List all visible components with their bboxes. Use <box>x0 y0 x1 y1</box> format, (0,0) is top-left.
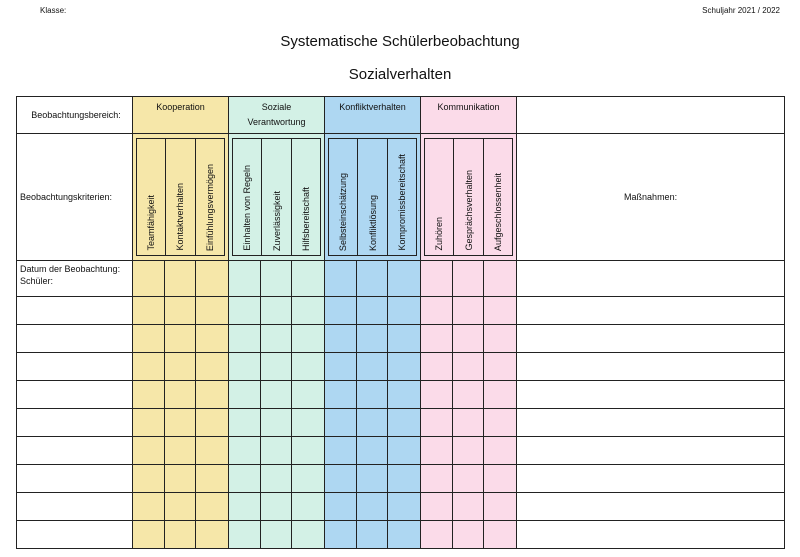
entry-cell[interactable] <box>229 437 261 465</box>
entry-cell[interactable] <box>357 493 388 521</box>
entry-cell[interactable] <box>261 261 292 297</box>
criterion-kontaktverhalten: Kontaktverhalten <box>175 183 186 251</box>
measures-cell[interactable] <box>517 493 785 521</box>
entry-cell[interactable] <box>357 381 388 409</box>
criterion-hilfsbereitschaft: Hilfsbereitschaft <box>300 186 311 251</box>
criterion-selbsteinschaetzung: Selbsteinschätzung <box>338 172 349 251</box>
entry-cell[interactable] <box>357 353 388 381</box>
entry-cell[interactable] <box>325 437 357 465</box>
page-subtitle: Sozialverhalten <box>348 66 452 83</box>
observation-table <box>16 96 785 549</box>
entry-cell[interactable] <box>133 325 165 353</box>
student-row <box>17 325 785 353</box>
student-name-cell[interactable] <box>17 521 133 549</box>
entry-cell[interactable] <box>165 297 196 325</box>
criterion-einfuehlungsvermoegen: Einfühlungsvermögen <box>204 163 215 251</box>
entry-cell[interactable] <box>325 465 357 493</box>
entry-cell[interactable] <box>357 437 388 465</box>
entry-cell[interactable] <box>388 521 421 549</box>
criteria-konfliktverhalten <box>325 134 421 261</box>
entry-cell[interactable] <box>292 493 325 521</box>
entry-cell[interactable] <box>421 353 453 381</box>
group-kooperation: Kooperation <box>133 97 229 134</box>
entry-cell[interactable] <box>292 521 325 549</box>
entry-cell[interactable] <box>453 409 484 437</box>
entry-cell[interactable] <box>357 409 388 437</box>
measures-cell[interactable] <box>517 261 785 297</box>
student-name-cell[interactable] <box>17 493 133 521</box>
entry-cell[interactable] <box>229 261 261 297</box>
student-name-cell[interactable] <box>17 353 133 381</box>
criterion-teamfaehigkeit: Teamfähigkeit <box>146 195 157 251</box>
entry-cell[interactable] <box>357 521 388 549</box>
group-soziale-verantwortung <box>229 97 325 134</box>
criterion-aufgeschlossenheit: Aufgeschlossenheit <box>492 172 503 251</box>
criteria-soziale-verantwortung <box>229 134 325 261</box>
entry-cell[interactable] <box>421 437 453 465</box>
entry-cell[interactable] <box>484 409 517 437</box>
entry-cell[interactable] <box>453 493 484 521</box>
entry-cell[interactable] <box>165 261 196 297</box>
entry-cell[interactable] <box>484 465 517 493</box>
entry-cell[interactable] <box>165 409 196 437</box>
student-row <box>17 493 785 521</box>
entry-cell[interactable] <box>133 381 165 409</box>
criterion-kompromissbereitschaft: Kompromissbereitschaft <box>396 154 407 251</box>
entry-cell[interactable] <box>165 381 196 409</box>
entry-cell[interactable] <box>196 465 229 493</box>
entry-cell[interactable] <box>421 261 453 297</box>
entry-cell[interactable] <box>388 261 421 297</box>
student-row <box>17 297 785 325</box>
student-rows <box>17 297 785 549</box>
entry-cell[interactable] <box>453 521 484 549</box>
student-label: Schüler: <box>20 276 54 286</box>
entry-cell[interactable] <box>421 493 453 521</box>
student-name-cell[interactable] <box>17 409 133 437</box>
entry-cell[interactable] <box>261 325 292 353</box>
entry-cell[interactable] <box>292 409 325 437</box>
entry-cell[interactable] <box>261 465 292 493</box>
entry-cell[interactable] <box>292 297 325 325</box>
page-title: Systematische Schülerbeobachtung <box>280 33 520 50</box>
entry-cell[interactable] <box>325 381 357 409</box>
criterion-einhalten-von-regeln: Einhalten von Regeln <box>242 165 253 251</box>
entry-cell[interactable] <box>325 409 357 437</box>
entry-cell[interactable] <box>388 409 421 437</box>
entry-cell[interactable] <box>133 493 165 521</box>
entry-cell[interactable] <box>357 297 388 325</box>
entry-cell[interactable] <box>421 325 453 353</box>
entry-cell[interactable] <box>196 353 229 381</box>
entry-cell[interactable] <box>421 297 453 325</box>
schuljahr-label: Schuljahr 2021 / 2022 <box>702 6 780 15</box>
entry-cell[interactable] <box>165 465 196 493</box>
entry-cell[interactable] <box>325 325 357 353</box>
entry-cell[interactable] <box>388 297 421 325</box>
entry-cell[interactable] <box>484 381 517 409</box>
measures-header-blank <box>517 97 785 134</box>
entry-cell[interactable] <box>261 437 292 465</box>
entry-cell[interactable] <box>229 381 261 409</box>
student-row <box>17 353 785 381</box>
date-row <box>17 261 785 297</box>
entry-cell[interactable] <box>453 437 484 465</box>
entry-cell[interactable] <box>484 437 517 465</box>
entry-cell[interactable] <box>388 325 421 353</box>
group-konfliktverhalten: Konfliktverhalten <box>325 97 421 134</box>
student-row <box>17 521 785 549</box>
criterion-zuhoeren: Zuhören <box>434 217 445 251</box>
entry-cell[interactable] <box>388 353 421 381</box>
measures-cell[interactable] <box>517 297 785 325</box>
student-name-cell[interactable] <box>17 381 133 409</box>
entry-cell[interactable] <box>388 465 421 493</box>
measures-cell[interactable] <box>517 437 785 465</box>
entry-cell[interactable] <box>133 521 165 549</box>
student-name-cell[interactable] <box>17 437 133 465</box>
entry-cell[interactable] <box>229 493 261 521</box>
student-row <box>17 437 785 465</box>
group-soziale-verantwortung-label: Soziale Verantwortung <box>247 102 306 127</box>
entry-cell[interactable] <box>292 437 325 465</box>
entry-cell[interactable] <box>196 381 229 409</box>
entry-cell[interactable] <box>196 325 229 353</box>
date-label: Datum der Beobachtung: <box>20 264 121 274</box>
group-kommunikation: Kommunikation <box>421 97 517 134</box>
entry-cell[interactable] <box>484 261 517 297</box>
entry-cell[interactable] <box>229 325 261 353</box>
entry-cell[interactable] <box>357 325 388 353</box>
entry-cell[interactable] <box>229 409 261 437</box>
entry-cell[interactable] <box>196 409 229 437</box>
measures-cell[interactable] <box>517 465 785 493</box>
entry-cell[interactable] <box>261 493 292 521</box>
entry-cell[interactable] <box>292 381 325 409</box>
entry-cell[interactable] <box>133 465 165 493</box>
entry-cell[interactable] <box>196 297 229 325</box>
area-row <box>17 97 785 134</box>
entry-cell[interactable] <box>325 521 357 549</box>
entry-cell[interactable] <box>133 353 165 381</box>
entry-cell[interactable] <box>261 409 292 437</box>
entry-cell[interactable] <box>421 381 453 409</box>
entry-cell[interactable] <box>484 353 517 381</box>
student-row <box>17 381 785 409</box>
entry-cell[interactable] <box>292 325 325 353</box>
measures-cell[interactable] <box>517 521 785 549</box>
klasse-label: Klasse: <box>40 6 67 15</box>
entry-cell[interactable] <box>357 465 388 493</box>
entry-cell[interactable] <box>229 297 261 325</box>
entry-cell[interactable] <box>196 493 229 521</box>
criterion-konfliktloesung: Konfliktlösung <box>367 194 378 251</box>
entry-cell[interactable] <box>165 325 196 353</box>
entry-cell[interactable] <box>453 261 484 297</box>
area-label: Beobachtungsbereich: <box>17 97 133 134</box>
entry-cell[interactable] <box>453 465 484 493</box>
criteria-kommunikation <box>421 134 517 261</box>
entry-cell[interactable] <box>388 381 421 409</box>
entry-cell[interactable] <box>133 437 165 465</box>
entry-cell[interactable] <box>165 437 196 465</box>
entry-cell[interactable] <box>421 465 453 493</box>
entry-cell[interactable] <box>388 437 421 465</box>
entry-cell[interactable] <box>229 521 261 549</box>
student-name-cell[interactable] <box>17 465 133 493</box>
student-name-cell[interactable] <box>17 297 133 325</box>
entry-cell[interactable] <box>388 493 421 521</box>
measures-cell[interactable] <box>517 409 785 437</box>
entry-cell[interactable] <box>133 297 165 325</box>
entry-cell[interactable] <box>421 521 453 549</box>
entry-cell[interactable] <box>229 353 261 381</box>
entry-cell[interactable] <box>325 493 357 521</box>
entry-cell[interactable] <box>484 325 517 353</box>
measures-cell[interactable] <box>517 381 785 409</box>
entry-cell[interactable] <box>453 353 484 381</box>
entry-cell[interactable] <box>261 353 292 381</box>
entry-cell[interactable] <box>229 465 261 493</box>
criteria-row <box>17 134 785 261</box>
entry-cell[interactable] <box>165 521 196 549</box>
student-row <box>17 409 785 437</box>
entry-cell[interactable] <box>325 353 357 381</box>
entry-cell[interactable] <box>357 261 388 297</box>
student-name-cell[interactable] <box>17 325 133 353</box>
entry-cell[interactable] <box>261 521 292 549</box>
measures-label: Maßnahmen: <box>517 134 785 261</box>
entry-cell[interactable] <box>133 261 165 297</box>
entry-cell[interactable] <box>165 493 196 521</box>
entry-cell[interactable] <box>292 353 325 381</box>
entry-cell[interactable] <box>196 521 229 549</box>
entry-cell[interactable] <box>261 297 292 325</box>
entry-cell[interactable] <box>325 261 357 297</box>
entry-cell[interactable] <box>453 325 484 353</box>
criterion-zuverlaessigkeit: Zuverlässigkeit <box>271 190 282 251</box>
entry-cell[interactable] <box>292 261 325 297</box>
criteria-kooperation <box>133 134 229 261</box>
criteria-label: Beobachtungskriterien: <box>17 134 133 261</box>
student-row <box>17 465 785 493</box>
entry-cell[interactable] <box>133 409 165 437</box>
entry-cell[interactable] <box>325 297 357 325</box>
entry-cell[interactable] <box>292 465 325 493</box>
entry-cell[interactable] <box>261 381 292 409</box>
entry-cell[interactable] <box>484 493 517 521</box>
entry-cell[interactable] <box>421 409 453 437</box>
measures-cell[interactable] <box>517 325 785 353</box>
entry-cell[interactable] <box>196 261 229 297</box>
date-student-label <box>17 261 133 297</box>
entry-cell[interactable] <box>484 521 517 549</box>
entry-cell[interactable] <box>484 297 517 325</box>
entry-cell[interactable] <box>453 381 484 409</box>
entry-cell[interactable] <box>165 353 196 381</box>
criterion-gespraechsverhalten: Gesprächsverhalten <box>463 170 474 251</box>
measures-cell[interactable] <box>517 353 785 381</box>
entry-cell[interactable] <box>196 437 229 465</box>
entry-cell[interactable] <box>453 297 484 325</box>
